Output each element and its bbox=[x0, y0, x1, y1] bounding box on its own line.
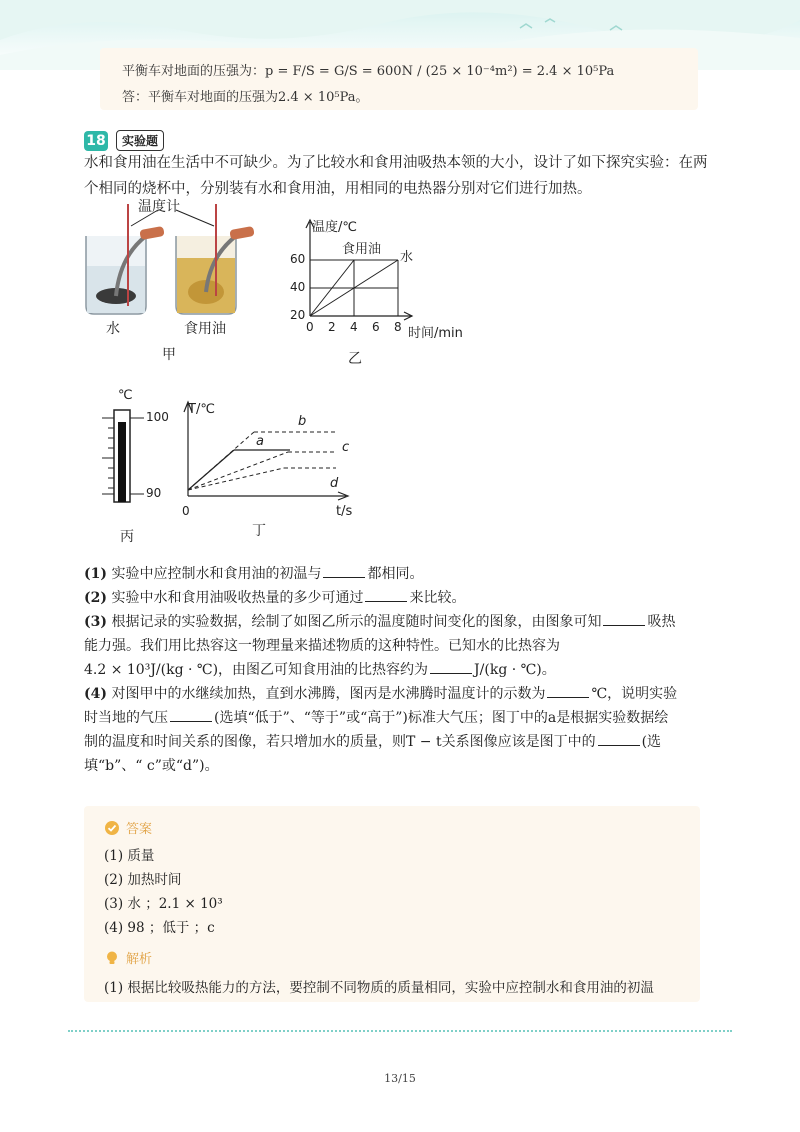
oil-beaker-label: 食用油 bbox=[184, 321, 226, 337]
water-beaker-label: 水 bbox=[106, 321, 120, 337]
subquestion-3-line-3: 4.2 × 10³J/(kg · ℃)，由图乙可知食用油的比热容约为 J/(kg · ℃)。 bbox=[84, 658, 556, 682]
answer-3: (3) 水 ；2.1 × 10³ bbox=[104, 896, 223, 912]
blank-7[interactable] bbox=[598, 731, 640, 746]
question-header bbox=[84, 130, 164, 151]
subquestion-2: (2) 实验中水和食用油吸收热量的多少可通过 来比较。 bbox=[84, 586, 465, 610]
figure-yi-caption: 乙 bbox=[348, 351, 362, 367]
bing-bottom-value: 90 bbox=[146, 486, 162, 500]
ding-origin: 0 bbox=[182, 504, 190, 518]
curve-label-a: a bbox=[256, 434, 264, 449]
answer-1: (1) 质量 bbox=[104, 848, 155, 864]
curve-label-d: d bbox=[330, 476, 339, 491]
answer-header bbox=[104, 818, 152, 837]
blank-2[interactable] bbox=[365, 587, 407, 602]
figure-bing bbox=[100, 388, 180, 548]
blank-6[interactable] bbox=[170, 707, 212, 722]
x-tick-8: 8 bbox=[394, 320, 402, 334]
x-tick-6: 6 bbox=[372, 320, 380, 334]
bing-unit: ℃ bbox=[118, 388, 133, 403]
bing-top-value: 100 bbox=[146, 410, 169, 424]
y-tick-20: 20 bbox=[290, 308, 306, 322]
question-type-badge: 实验题 bbox=[116, 130, 164, 151]
question-stem-line-1: 水和食用油在生活中不可缺少。为了比较水和食用油吸热本领的大小，设计了如下探究实验：在两 bbox=[84, 155, 708, 171]
figure-ding bbox=[176, 396, 376, 546]
blank-5[interactable] bbox=[547, 683, 589, 698]
blank-1[interactable] bbox=[323, 563, 365, 578]
figure-jia bbox=[76, 196, 276, 366]
y-tick-60: 60 bbox=[290, 252, 306, 266]
subquestion-3: (3) 根据记录的实验数据，绘制了如图乙所示的温度随时间变化的图象，由图象可知 吸热 bbox=[84, 610, 675, 634]
graph-x-axis-label: 时间/min bbox=[408, 326, 463, 341]
curve-label-b: b bbox=[298, 414, 307, 429]
answer-4: (4) 98 ；低于 ；c bbox=[104, 920, 215, 936]
check-circle-icon bbox=[104, 820, 120, 836]
curve-label-c: c bbox=[342, 440, 350, 455]
answer-box bbox=[84, 806, 700, 1002]
figure-jia-caption: 甲 bbox=[162, 347, 176, 363]
y-tick-40: 40 bbox=[290, 280, 306, 294]
answer-2: (2) 加热时间 bbox=[104, 872, 182, 888]
blank-4[interactable] bbox=[430, 659, 472, 674]
thermometer-label: 温度计 bbox=[138, 199, 180, 215]
subquestion-4-line-3: 制的温度和时间关系的图像，若只增加水的质量，则T − t关系图像应该是图丁中的 (选 bbox=[84, 730, 661, 754]
x-tick-2: 2 bbox=[328, 320, 336, 334]
subquestion-4: (4) 对图甲中的水继续加热，直到水沸腾，图丙是水沸腾时温度计的示数为 ℃，说明实验 bbox=[84, 682, 677, 706]
blank-3[interactable] bbox=[603, 611, 645, 626]
subquestion-4-line-4: 填“b”、“ c”或“d”)。 bbox=[84, 758, 219, 774]
analysis-header bbox=[104, 948, 152, 967]
answer-title: 答案 bbox=[126, 822, 153, 837]
previous-formula-line: 平衡车对地面的压强为：p = F/S = G/S = 600N / (25 × 10⁻⁴m²) = 2.4 × 10⁵Pa bbox=[122, 64, 615, 79]
subquestion-4-line-2: 时当地的气压 (选填“低于”、“等于”或“高于”)标准大气压；图丁中的a是根据实验数据绘 bbox=[84, 706, 668, 730]
subquestion-1: (1) 实验中应控制水和食用油的初温与 都相同。 bbox=[84, 562, 423, 586]
question-stem-line-2: 个相同的烧杯中，分别装有水和食用油，用相同的电热器分别对它们进行加热。 bbox=[84, 181, 592, 197]
graph-y-axis-label: 温度/℃ bbox=[312, 220, 357, 235]
lightbulb-icon bbox=[104, 950, 120, 966]
figure-bing-caption: 丙 bbox=[120, 529, 134, 545]
page-number: 13/15 bbox=[384, 1072, 416, 1085]
analysis-title: 解析 bbox=[126, 952, 153, 967]
oil-curve-label: 食用油 bbox=[342, 242, 382, 257]
x-tick-0: 0 bbox=[306, 320, 314, 334]
x-tick-4: 4 bbox=[350, 320, 358, 334]
footer-divider bbox=[68, 1030, 732, 1032]
thermometer-scale bbox=[100, 388, 180, 518]
previous-answer-box bbox=[100, 48, 698, 110]
ding-y-axis-label: T/℃ bbox=[188, 402, 215, 417]
water-curve-label: 水 bbox=[400, 250, 414, 265]
figure-yi bbox=[284, 212, 484, 372]
analysis-text: (1) 根据比较吸热能力的方法，要控制不同物质的质量相同，实验中应控制水和食用油的初温 bbox=[104, 980, 654, 996]
question-number-badge: 18 bbox=[84, 131, 108, 151]
ding-x-axis-label: t/s bbox=[336, 504, 353, 519]
subquestion-3-line-2: 能力强。我们用比热容这一物理量来描述物质的这种特性。已知水的比热容为 bbox=[84, 638, 560, 654]
previous-answer-line: 答：平衡车对地面的压强为2.4 × 10⁵Pa。 bbox=[122, 90, 369, 105]
figure-ding-caption: 丁 bbox=[252, 523, 266, 539]
